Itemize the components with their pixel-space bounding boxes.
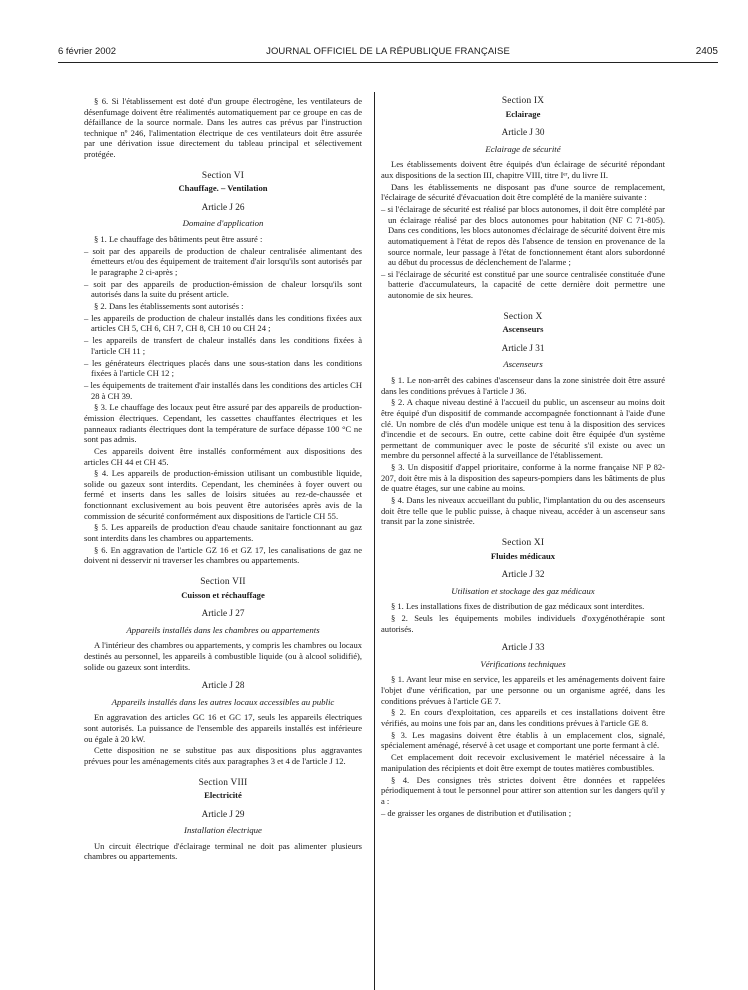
section-title: Cuisson et réchauffage [181, 589, 265, 600]
page-header [58, 46, 718, 62]
list-item: – les générateurs électriques placés dans une sous-station dans les conditions fixées à l'article CH 12 ; [84, 357, 362, 379]
article-subtitle: Appareils installés dans les autres locaux accessibles au public [111, 696, 335, 707]
paragraph: Un circuit électrique d'éclairage terminal ne doit pas alimenter plusieurs chambres ou appartements. [84, 840, 362, 862]
article-subtitle: Vérifications techniques [480, 658, 566, 669]
list-item: – si l'éclairage de sécurité est réalisé par blocs autonomes, il doit être complété par un éclairage réalisé par des blocs autonomes pour habitation (NF C 71-805). Dans ces conditions, les blocs autonomes d'éclairage de sécurité doivent être mis automatiquement à l'état de repos dès l'absence de tension en provenance de la source normale, leur passage à l'état de fonctionnement étant alors subordonné au début du processus de déclenchement de l'alarme ; [381, 204, 665, 268]
article-subtitle: Ascenseurs [503, 359, 543, 370]
article-label: Article J 31 [501, 342, 545, 353]
paragraph: § 6. En aggravation de l'article GZ 16 et GZ 17, les canalisations de gaz ne doivent ni desservir ni traverser les chambres ou appartements. [84, 544, 362, 566]
paragraph: Les établissements doivent être équipés d'un éclairage de sécurité répondant aux dispositions de la section III, chapitre VIII, titre Iᵉʳ, du livre II. [381, 159, 665, 180]
article-label: Article J 32 [501, 569, 545, 580]
article-label: Article J 30 [501, 127, 545, 138]
section-title: Electricité [204, 790, 242, 801]
section-label: Section X [503, 311, 543, 322]
column-divider [374, 92, 375, 990]
paragraph: § 1. Le non-arrêt des cabines d'ascenseur dans la zone sinistrée doit être assuré dans les conditions prévues à l'article J 36. [381, 375, 665, 396]
section-label: Section XI [501, 537, 545, 548]
section-title: Eclairage [505, 108, 541, 119]
section-label: Section IX [501, 96, 545, 106]
article-subtitle: Domaine d'application [182, 218, 264, 229]
list-item: – si l'éclairage de sécurité est constitué par une source centralisée constituée d'une batterie d'accumulateurs, la capacité de cette dernière doit permettre une autonomie de six heures. [381, 268, 665, 301]
right-column [381, 96, 665, 819]
paragraph: § 1. Avant leur mise en service, les appareils et les aménagements doivent faire l'objet d'une vérification, par une personne ou un organisme agréé, dans les conditions prévues à l'article GE 7. [381, 674, 665, 706]
paragraph: § 2. A chaque niveau destiné à l'accueil du public, un ascenseur au moins doit être équipé d'un dispositif de commande accompagnée fonctionnant à l'aide d'une clé. Un nombre de clés d'un modèle unique est tenu à la disposition des services d'incendie et de secours. En outre, cette cabine doit être équipée d'un système permettant de communiquer avec le poste de sécurité s'il existe ou avec un membre du personnel affecté à la surveillance de l'établissement. [381, 397, 665, 461]
paragraph: § 1. Les installations fixes de distribution de gaz médicaux sont interdites. [391, 601, 645, 612]
article-label: Article J 28 [201, 680, 245, 691]
left-column [84, 96, 362, 863]
header-page-number: 2405 [695, 46, 718, 57]
paragraph: § 1. Le chauffage des bâtiments peut être assuré : [94, 233, 263, 244]
paragraph: § 4. Dans les niveaux accueillant du public, l'implantation du ou des ascenseurs doit être telle que le public puisse, à chaque niveau, accéder à un ascenseur sans transit par la zone sinistrée. [381, 495, 665, 527]
paragraph: § 5. Les appareils de production d'eau chaude sanitaire fonctionnant au gaz sont interdits dans les chambres ou appartements. [84, 522, 362, 544]
paragraph: § 4. Des consignes très strictes doivent être données et rappelées périodiquement à tout le personnel pour attirer son attention sur les dangers qu'il y a : [381, 774, 665, 806]
article-label: Article J 27 [201, 608, 245, 619]
paragraph: Cette disposition ne se substitue pas aux dispositions plus aggravantes prévues pour les aménagements cités aux paragraphes 3 et 4 de l'article J 12. [84, 745, 362, 766]
list-item: – soit par des appareils de production de chaleur centralisée alimentant des émetteurs et/ou des équipement de traitement d'air lorsqu'ils sont autorisés par le paragraphe 2 ci-après ; [84, 245, 362, 277]
article-subtitle: Installation électrique [184, 825, 262, 836]
paragraph: § 2. Seuls les équipements mobiles individuels d'oxygénothérapie sont autorisés. [381, 613, 665, 634]
section-title: Chauffage. – Ventilation [178, 183, 268, 194]
paragraph: § 6. Si l'établissement est doté d'un groupe électrogène, les ventilateurs de désenfumage doivent être réalimentés automatiquement par ce groupe en cas de défaillance de la source normale. Dans les autres cas prévus par l'instruction technique nº 246, l'alimentation électrique de ces ventilateurs doit être assurée par une dérivation issue directement du tableau principal et sélectivement protégée. [84, 96, 362, 159]
paragraph: § 3. Un dispositif d'appel prioritaire, conforme à la norme française NF P 82-207, doit être mis à la disposition des sapeurs-pompiers dans les bâtiments de plus de quatre étages, sur une cabine au moins. [381, 462, 665, 494]
paragraph: Cet emplacement doit recevoir exclusivement le matériel nécessaire à la manipulation des récipients et doit être exempt de toutes matières combustibles. [381, 752, 665, 773]
paragraph: Ces appareils doivent être installés conformément aux dispositions des articles CH 44 et CH 45. [84, 445, 362, 467]
section-title: Ascenseurs [502, 324, 544, 335]
paragraph: § 3. Le chauffage des locaux peut être assuré par des appareils de production-émission électriques. Cependant, les cassettes chauffantes électriques et les panneaux radiants électriques dont la température de surface dépasse 100 °C ne sont pas admis. [84, 402, 362, 445]
list-item: – soit par des appareils de production-émission de chaleur lorsqu'ils sont autorisés dans la suite du présent article. [84, 278, 362, 300]
article-label: Article J 29 [201, 808, 245, 819]
section-label: Section VIII [198, 777, 248, 788]
article-subtitle: Eclairage de sécurité [485, 143, 561, 154]
list-item: – les équipements de traitement d'air installés dans les conditions des articles CH 28 à CH 39. [84, 379, 362, 401]
section-label: Section VII [200, 577, 246, 587]
list-item: – de graisser les organes de distribution et d'utilisation ; [381, 807, 572, 818]
header-rule [58, 62, 718, 63]
paragraph: § 4. Les appareils de production-émission utilisant un combustible liquide, solide ou gazeux sont interdits. Cependant, les cheminées à foyer ouvert ou fermé et inserts dans les salles de loisirs situées au rez-de-chaussée et fonctionnant exclusivement au bois peuvent être autorisées après avis de la commission de sécurité conformément aux dispositions de l'article CH 55. [84, 468, 362, 521]
header-journal-title: JOURNAL OFFICIEL DE LA RÉPUBLIQUE FRANÇAISE [266, 46, 510, 57]
list-item: – les appareils de transfert de chaleur installés dans les conditions fixées à l'article CH 11 ; [84, 335, 362, 356]
section-title: Fluides médicaux [490, 550, 556, 561]
paragraph: § 3. Les magasins doivent être établis à un emplacement clos, signalé, spécialement aménagé, réservé à cet usage et comportant une porte fermant à clé. [381, 729, 665, 751]
section-label: Section VI [201, 170, 245, 181]
paragraph: A l'intérieur des chambres ou appartements, y compris les chambres ou locaux destinés au personnel, les appareils à combustible liquide (ou à alcool solidifié), solide ou gazeux sont interdits. [84, 640, 362, 672]
paragraph: § 2. En cours d'exploitation, ces appareils et ces installations doivent être vérifiés, au moins une fois par an, dans les conditions prévues à l'article GE 8. [381, 707, 665, 728]
article-subtitle: Appareils installés dans les chambres ou appartements [126, 624, 320, 635]
list-item: – les appareils de production de chaleur installés dans les conditions fixées aux articles CH 5, CH 6, CH 7, CH 8, CH 10 ou CH 24 ; [84, 312, 362, 334]
article-label: Article J 26 [201, 201, 245, 212]
paragraph: En aggravation des articles GC 16 et GC 17, seuls les appareils électriques sont autorisés. La puissance de l'ensemble des appareils installés est inférieure ou égale à 20 kW. [84, 712, 362, 744]
article-subtitle: Utilisation et stockage des gaz médicaux [451, 585, 595, 596]
header-date: 6 février 2002 [58, 46, 117, 57]
article-label: Article J 33 [501, 642, 545, 653]
paragraph: Dans les établissements ne disposant pas d'une source de remplacement, l'éclairage de sécurité d'évacuation doit être complété de la manière suivante : [381, 181, 665, 203]
paragraph: § 2. Dans les établissements sont autorisés : [94, 301, 244, 312]
